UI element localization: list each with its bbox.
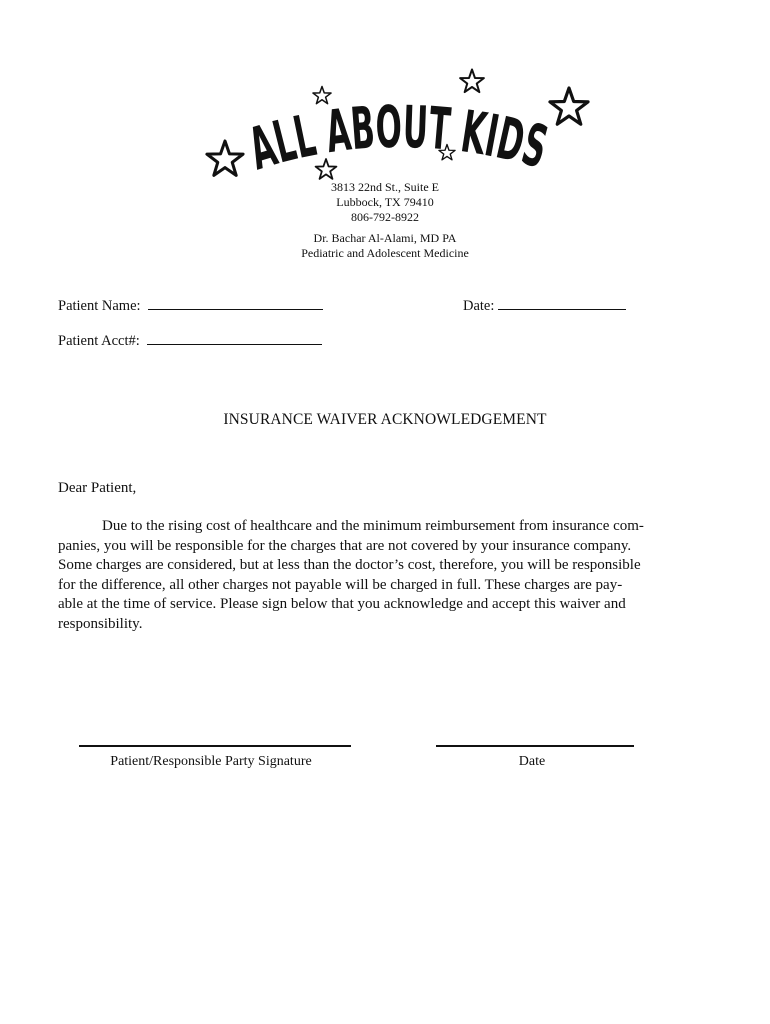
- star-outline-icon: [207, 141, 243, 175]
- star-outline-icon: [460, 70, 484, 93]
- paragraph-line: Due to the rising cost of healthcare and the minimum reimbursement from insurance com-: [102, 518, 644, 534]
- address-city: Lubbock, TX 79410: [336, 195, 434, 209]
- star-outline-icon: [550, 88, 588, 124]
- patient-name-label: Patient Name:: [58, 298, 141, 314]
- patient-name-field: [58, 295, 323, 315]
- signature-date-label: Date: [518, 754, 546, 769]
- document-title: INSURANCE WAIVER ACKNOWLEDGEMENT: [223, 411, 547, 428]
- patient-name-input[interactable]: [148, 295, 323, 310]
- practice-logo: [195, 62, 595, 187]
- address-phone: 806-792-8922: [351, 210, 419, 224]
- patient-acct-label: Patient Acct#:: [58, 333, 140, 349]
- date-input[interactable]: [498, 295, 626, 310]
- logo-text: ALL ABOUT KIDS: [241, 91, 574, 187]
- patient-acct-input[interactable]: [147, 330, 322, 345]
- date-field: [463, 295, 626, 315]
- date-label: Date:: [463, 298, 495, 314]
- paragraph-line: for the difference, all other charges not payable will be charged in full. These charges are pay-: [58, 576, 623, 593]
- waiver-paragraph: [58, 517, 698, 634]
- signature-date-line[interactable]: [436, 745, 634, 747]
- patient-acct-field: [58, 330, 322, 350]
- address-street: 3813 22nd St., Suite E: [330, 180, 439, 194]
- paragraph-line: able at the time of service. Please sign below that you acknowledge and accept this waiver and: [58, 596, 626, 612]
- paragraph-line: panies, you will be responsible for the charges that are not covered by your insurance company.: [58, 537, 632, 554]
- paragraph-line: responsibility.: [58, 615, 143, 632]
- salutation: Dear Patient,: [58, 480, 137, 496]
- paragraph-line: Some charges are considered, but at less than the doctor’s cost, therefore, you will be responsible: [58, 557, 641, 573]
- signature-label: Patient/Responsible Party Signature: [110, 754, 312, 769]
- doctor-specialty: Pediatric and Adolescent Medicine: [301, 246, 469, 260]
- signature-line[interactable]: [79, 745, 351, 747]
- doctor-block: [0, 231, 770, 261]
- doctor-name: Dr. Bachar Al-Alami, MD PA: [313, 231, 457, 245]
- address-block: [0, 180, 770, 225]
